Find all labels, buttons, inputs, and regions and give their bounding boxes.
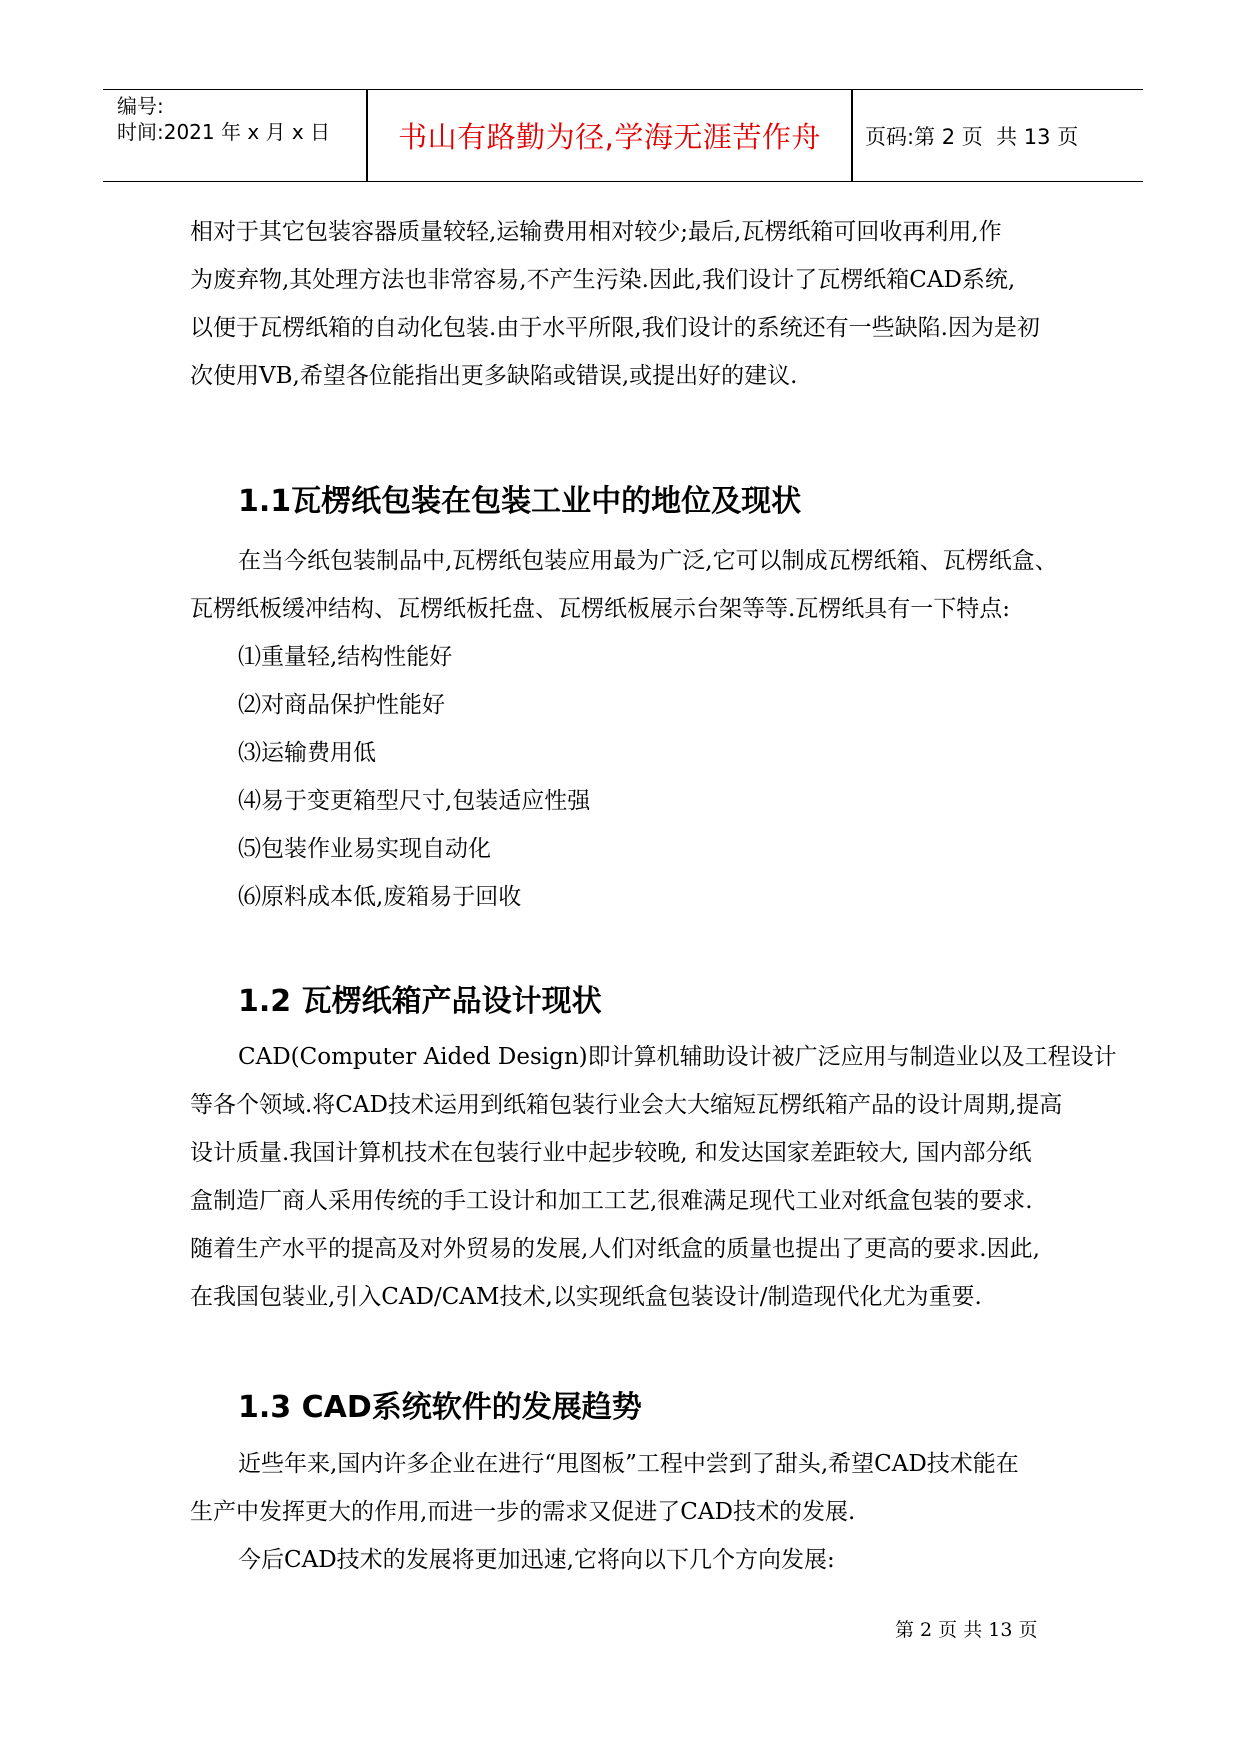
section-heading: 1.2 瓦楞纸箱产品设计现状 [238, 984, 602, 1019]
list-item: ⑵对商品保护性能好 [238, 692, 445, 718]
text-line: 随着生产水平的提高及对外贸易的发展,人们对纸盒的质量也提出了更高的要求.因此, [190, 1236, 1040, 1262]
text-line: 等各个领域.将CAD技术运用到纸箱包装行业会大大缩短瓦楞纸箱产品的设计周期,提高 [190, 1092, 1063, 1118]
text-line: 生产中发挥更大的作用,而进一步的需求又促进了CAD技术的发展. [190, 1499, 856, 1525]
list-item: ⑴重量轻,结构性能好 [238, 644, 453, 670]
section-heading: 1.1瓦楞纸包装在包装工业中的地位及现状 [238, 484, 802, 519]
section-heading: 1.3 CAD系统软件的发展趋势 [238, 1390, 642, 1425]
text-line: 以便于瓦楞纸箱的自动化包装.由于水平所限,我们设计的系统还有一些缺陷.因为是初 [190, 315, 1040, 341]
list-item: ⑷易于变更箱型尺寸,包装适应性强 [238, 788, 591, 814]
text-line: 为废弃物,其处理方法也非常容易,不产生污染.因此,我们设计了瓦楞纸箱CAD系统, [190, 267, 1016, 293]
text-line: 设计质量.我国计算机技术在包装行业中起步较晚, 和发达国家差距较大, 国内部分纸 [190, 1140, 1032, 1166]
section-paragraph [190, 1440, 1130, 1584]
time-label: 时间:2021 年 x 月 x 日 [117, 120, 331, 144]
header-motto: 书山有路勤为径,学海无涯苦作舟 [398, 120, 821, 154]
text-line: CAD(Computer Aided Design)即计算机辅助设计被广泛应用与制造业以及工程设计 [238, 1044, 1117, 1070]
list-item: ⑶运输费用低 [238, 740, 376, 766]
text-line: 在当今纸包装制品中,瓦楞纸包装应用最为广泛,它可以制成瓦楞纸箱、瓦楞纸盒、 [238, 548, 1058, 574]
page-footer: 第 2 页 共 13 页 [895, 1619, 1038, 1641]
header-page-info: 页码:第 2 页 共 13 页 [865, 124, 1079, 149]
text-line: 在我国包装业,引入CAD/CAM技术,以实现纸盒包装设计/制造现代化尤为重要. [190, 1284, 982, 1310]
header-divider [851, 90, 853, 181]
section-paragraph [190, 1033, 1130, 1321]
page-header [103, 89, 1143, 182]
section-paragraph [190, 537, 1130, 633]
text-line: 瓦楞纸板缓冲结构、瓦楞纸板托盘、瓦楞纸板展示台架等等.瓦楞纸具有一下特点: [190, 596, 1011, 622]
list-item: ⑹原料成本低,废箱易于回收 [238, 884, 522, 910]
text-line: 盒制造厂商人采用传统的手工设计和加工工艺,很难满足现代工业对纸盒包装的要求. [190, 1188, 1033, 1214]
text-line: 今后CAD技术的发展将更加迅速,它将向以下几个方向发展: [238, 1547, 835, 1573]
text-line: 相对于其它包装容器质量较轻,运输费用相对较少;最后,瓦楞纸箱可回收再利用,作 [190, 219, 1002, 245]
serial-label: 编号: [117, 94, 164, 118]
list-item: ⑸包装作业易实现自动化 [238, 836, 491, 862]
text-line: 近些年来,国内许多企业在进行“甩图板”工程中尝到了甜头,希望CAD技术能在 [238, 1451, 1019, 1477]
intro-paragraph [190, 208, 1130, 400]
header-meta [103, 90, 366, 181]
text-line: 次使用VB,希望各位能指出更多缺陷或错误,或提出好的建议. [190, 363, 798, 389]
